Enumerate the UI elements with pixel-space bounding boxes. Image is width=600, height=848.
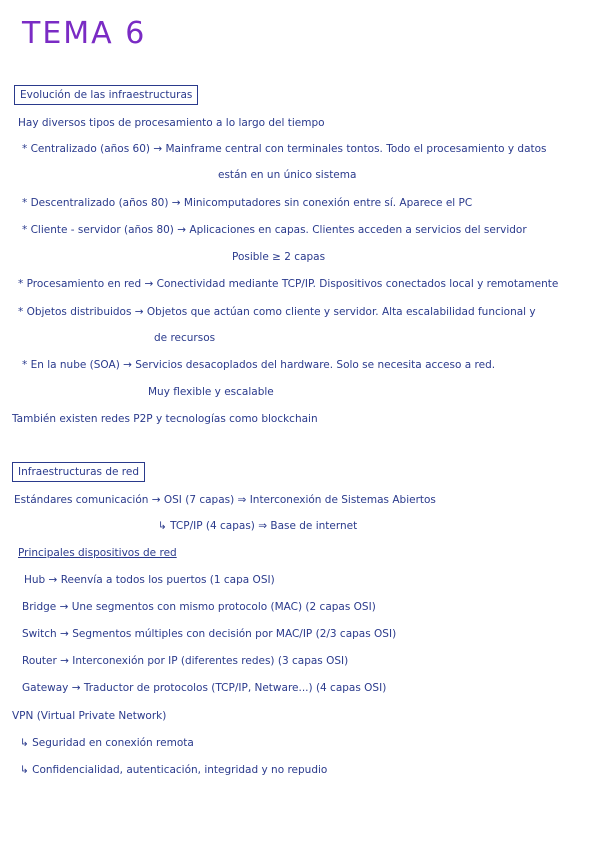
- section-heading-red: Infraestructuras de red: [12, 462, 145, 482]
- page-title: TEMA 6: [22, 16, 147, 51]
- text-line: Posible ≥ 2 capas: [232, 251, 326, 263]
- text-line: * Cliente - servidor (años 80) → Aplicaciones en capas. Clientes acceden a servicios del servidor: [22, 224, 527, 236]
- text-line: * Objetos distribuidos → Objetos que actúan como cliente y servidor. Alta escalabilidad funcional y: [18, 306, 536, 318]
- text-line: están en un único sistema: [218, 169, 357, 181]
- device-line: Bridge → Une segmentos con mismo protocolo (MAC) (2 capas OSI): [22, 601, 376, 613]
- device-line: Hub → Reenvía a todos los puertos (1 capa OSI): [24, 574, 275, 586]
- text-line: * Centralizado (años 60) → Mainframe central con terminales tontos. Todo el procesamiento y datos: [22, 143, 547, 155]
- text-line: * En la nube (SOA) → Servicios desacoplados del hardware. Solo se necesita acceso a red.: [22, 359, 496, 371]
- vpn-line: ↳ Confidencialidad, autenticación, integridad y no repudio: [20, 764, 328, 776]
- text-line: Hay diversos tipos de procesamiento a lo largo del tiempo: [18, 117, 325, 129]
- device-line: Router → Interconexión por IP (diferentes redes) (3 capas OSI): [22, 655, 349, 667]
- subheading-dispositivos: Principales dispositivos de red: [18, 547, 177, 559]
- text-line: * Descentralizado (años 80) → Minicomputadores sin conexión entre sí. Aparece el PC: [22, 197, 473, 209]
- vpn-line: VPN (Virtual Private Network): [12, 710, 167, 722]
- vpn-line: ↳ Seguridad en conexión remota: [20, 737, 194, 749]
- text-line: * Procesamiento en red → Conectividad mediante TCP/IP. Dispositivos conectados local y remotamente: [18, 278, 559, 290]
- text-line: También existen redes P2P y tecnologías como blockchain: [12, 413, 318, 425]
- text-line: de recursos: [154, 332, 216, 344]
- device-line: Switch → Segmentos múltiples con decisión por MAC/IP (2/3 capas OSI): [22, 628, 397, 640]
- text-line: ↳ TCP/IP (4 capas) ⇒ Base de internet: [158, 520, 358, 532]
- device-line: Gateway → Traductor de protocolos (TCP/IP, Netware...) (4 capas OSI): [22, 682, 387, 694]
- text-line: Estándares comunicación → OSI (7 capas) ⇒ Interconexión de Sistemas Abiertos: [14, 494, 436, 506]
- text-line: Muy flexible y escalable: [148, 386, 274, 398]
- section-heading-infraestructuras: Evolución de las infraestructuras: [14, 85, 198, 105]
